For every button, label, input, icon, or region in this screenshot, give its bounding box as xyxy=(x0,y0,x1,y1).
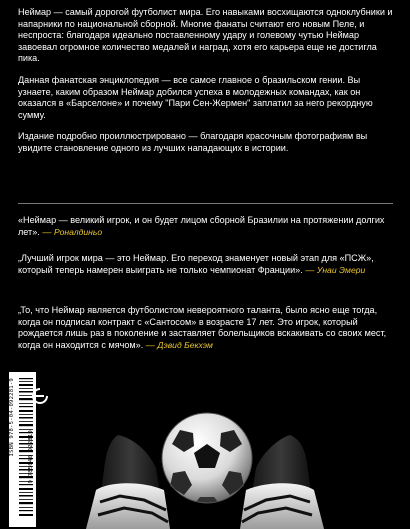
quote-text: „Лучший игрок мира — это Неймар. Его переход знаменует новый этап для «ПСЖ», который теперь намерен выиграть не только чемпионат Франции». xyxy=(18,253,374,275)
quote-dash: — xyxy=(145,339,155,350)
right-boot xyxy=(240,435,324,529)
quote-author: Роналдиньо xyxy=(53,226,103,237)
intro-paragraph-2: Данная фанатская энциклопедия — все самое главное о бразильском гении. Вы узнаете, каким образом Неймар добился успеха в молодежных командах, как он оказался в «Барселоне» и почему "Пари Сен-Жермен" заплатил за него рекордную сумму. xyxy=(18,74,373,120)
quote-author: Дэвид Бекхэм xyxy=(157,339,213,350)
left-boot xyxy=(86,435,170,529)
divider xyxy=(18,203,393,204)
eksmo-logo-icon xyxy=(31,387,49,405)
barcode-number: 9 785040 922819 xyxy=(28,430,34,484)
quote-text: «Неймар — великий игрок, и он будет лицом сборной Бразилии на протяжении долгих лет». xyxy=(18,215,385,237)
quote-text: „То, что Неймар является футболистом невероятного таланта, было ясно еще тогда, когда он подписал контракт с «Сантосом» в возрасте 17 лет. Это игрок, который рождается лишь раз в поколение и заставляет болельщиков вскакивать со своих мест, когда он находится с мячом». xyxy=(18,305,387,350)
isbn-label: ISBN 978-5-04-092281-9 xyxy=(9,378,15,457)
intro-paragraph-1: Неймар — самый дорогой футболист мира. Его навыками восхищаются одноклубники и напарники по национальной сборной. Многие фанаты считают его новым Пеле, и неспроста: благодаря идеально поставленному удару и голевому чутью Неймар завоевал огромное количество медалей и наград, хотя его карьера еще не достигла пика. xyxy=(18,7,393,64)
quote-dash: — xyxy=(305,264,315,275)
cover-artwork xyxy=(0,340,410,529)
quote-author: Унаи Эмери xyxy=(316,264,366,275)
intro-paragraph-3: Издание подробно проиллюстрировано — благодаря красочным фотографиям вы увидите становление одного из лучших нападающих в истории. xyxy=(18,131,368,153)
quote-ronaldinho xyxy=(18,215,396,238)
soccer-ball-icon xyxy=(162,413,252,503)
quote-dash: — xyxy=(42,226,52,237)
intro-text xyxy=(18,7,393,165)
quote-emery xyxy=(18,253,396,276)
